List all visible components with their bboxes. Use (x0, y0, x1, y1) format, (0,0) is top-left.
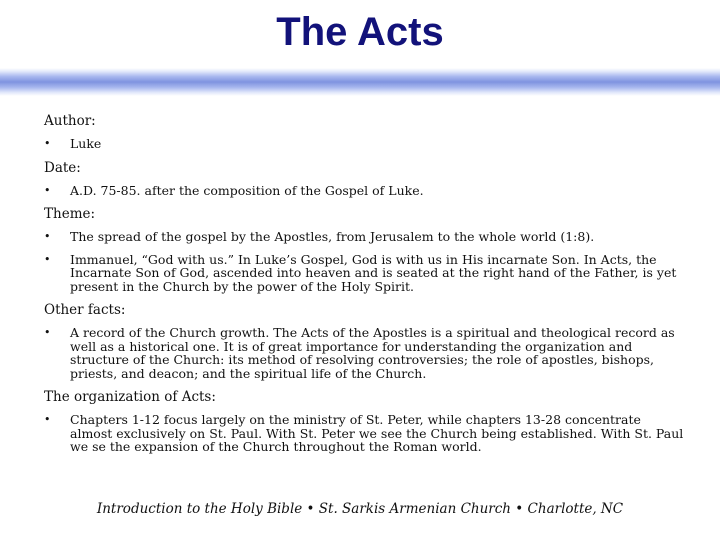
bullet-icon: • (44, 413, 51, 426)
section-heading: The organization of Acts: (44, 389, 216, 405)
bullet-item (44, 230, 684, 244)
bullet-text: Luke (70, 136, 102, 151)
slide-footer: Introduction to the Holy Bible • St. Sarkis Armenian Church • Charlotte, NC (96, 501, 624, 517)
section-heading: Date: (44, 159, 81, 176)
bullet-item (44, 137, 684, 151)
page-title: The Acts (276, 10, 444, 54)
bullet-text: A.D. 75-85. after the composition of the Gospel of Luke. (70, 182, 424, 198)
bullet-text: A record of the Church growth. The Acts of the Apostles is a spiritual and theological record as well as a historical one. It is of great importance for understanding the organization and structure of the Church: its method of resolving controversies; the role of apostles, bishops, priests, and deacon; and the spiritual life of the Church. (70, 325, 675, 381)
section-heading: Theme: (44, 206, 96, 222)
bullet-icon: • (44, 252, 51, 266)
bullet-item (44, 326, 684, 380)
bullet-text: Immanuel, “God with us.” In Luke’s Gospel, God is with us in His incarnate Son. In Acts, the Incarnate Son of God, ascended into heaven and is seated at the right hand of the Father, is yet present in the Church by the power of the Holy Spirit. (70, 251, 677, 294)
bullet-icon: • (44, 230, 51, 243)
bullet-icon: • (44, 183, 51, 197)
section-organization (44, 389, 684, 454)
section-heading: Other facts: (44, 302, 126, 318)
bullet-item (44, 253, 684, 294)
section-theme (44, 206, 684, 293)
bullet-icon: • (44, 326, 51, 339)
section-author (44, 113, 684, 151)
bullet-icon: • (44, 137, 51, 150)
bullet-text: Chapters 1-12 focus largely on the ministry of St. Peter, while chapters 13-28 concentrate almost exclusively on St. Paul. With St. Peter we see the Church being established. With St. Paul we se the expansion of the Church throughout the Roman world. (70, 412, 684, 454)
section-heading: Author: (44, 113, 96, 129)
section-date (44, 160, 684, 198)
section-other-facts (44, 302, 684, 380)
bullet-text: The spread of the gospel by the Apostles, from Jerusalem to the whole world (1:8). (70, 229, 595, 244)
title-underline-bar (0, 68, 720, 96)
bullet-item (44, 413, 684, 454)
bullet-item (44, 184, 684, 198)
slide-content (44, 113, 684, 463)
